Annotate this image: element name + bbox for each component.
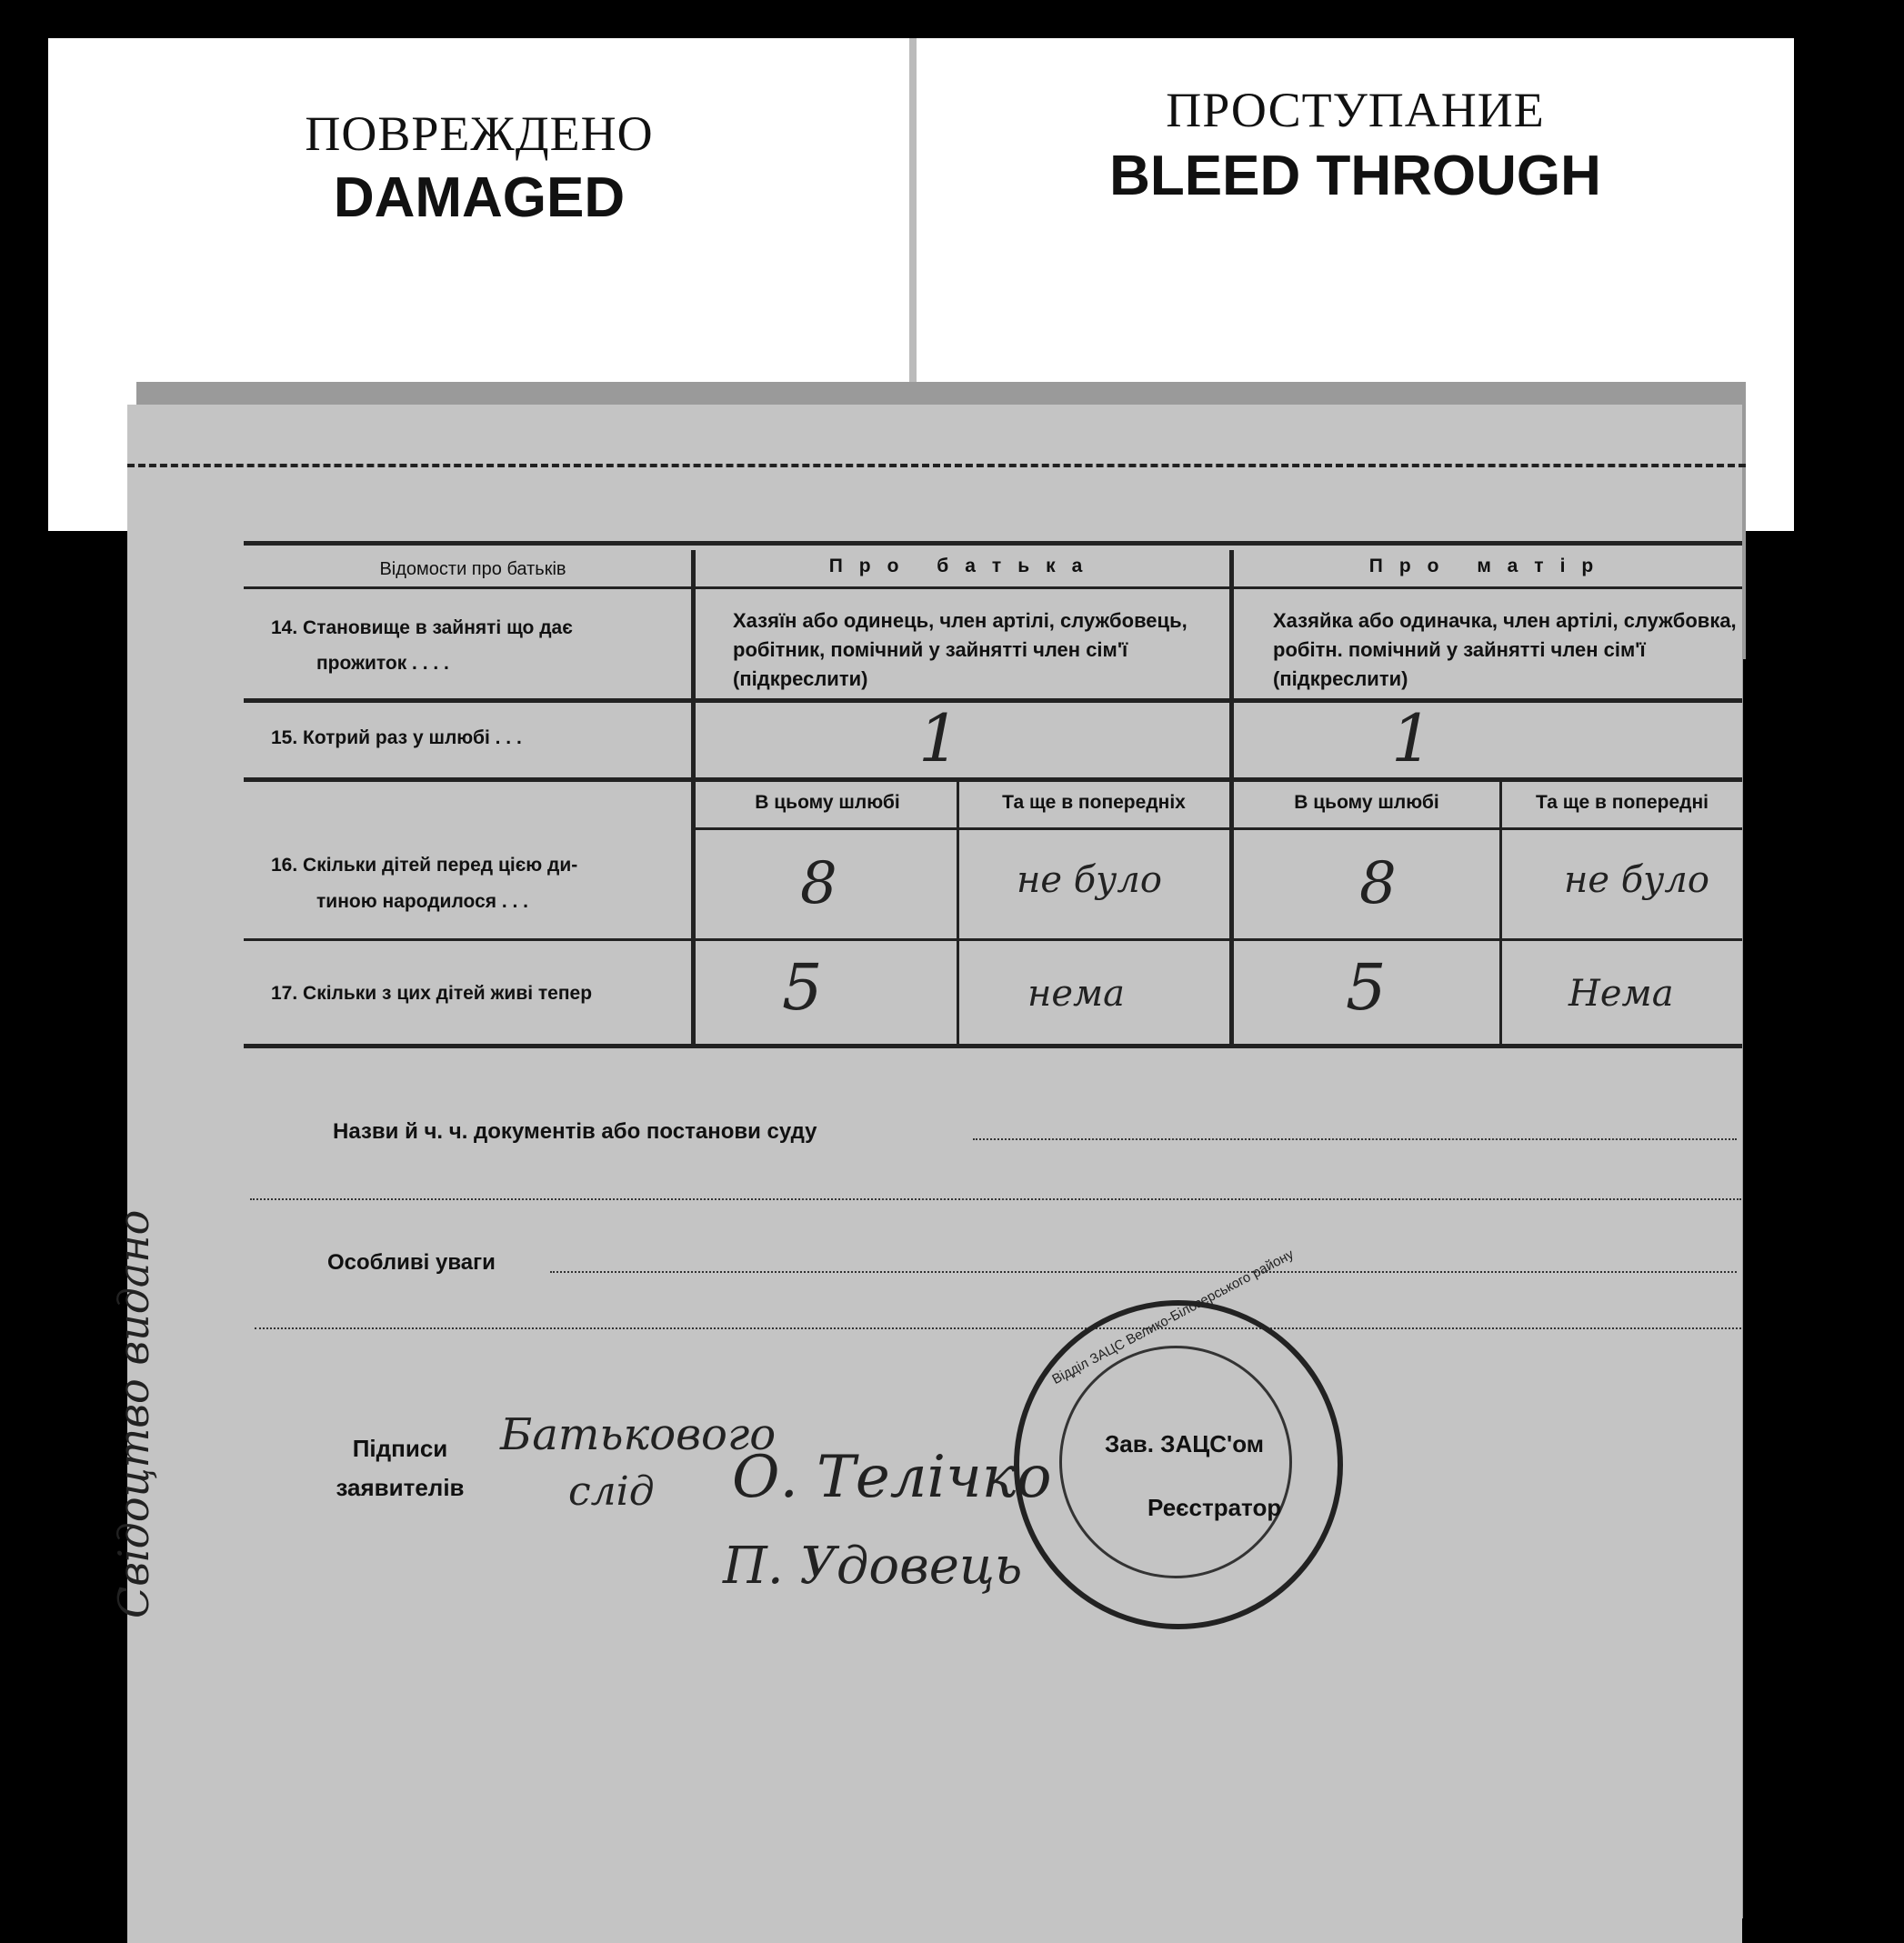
father-header: Про батька	[828, 556, 1099, 576]
documents-dotline-2	[250, 1198, 1741, 1200]
damaged-en-label: DAMAGED	[333, 166, 626, 229]
row15-label: 15. Котрий раз у шлюбі . . .	[271, 727, 522, 748]
row17-mother-this: 5	[1346, 950, 1387, 1025]
col-rule-1	[691, 550, 696, 1046]
official-stamp-inner	[1059, 1346, 1292, 1578]
handwritten-sig-3: О. Телічко	[732, 1444, 1052, 1511]
row14-mother-text: Хазяйка або одиначка, член артілі, службовка, робітн. помічний у зайнятті член сім'ї (підкреслити)	[1273, 609, 1737, 690]
signatures-label-a: Підписи	[352, 1435, 448, 1462]
row16-label-a: 16. Скільки дітей перед цією ди-	[271, 855, 578, 876]
row15-rule	[244, 777, 1742, 782]
row14-label-b: прожиток . . . .	[316, 653, 449, 674]
row16-mother-prev: не було	[1564, 859, 1709, 901]
col-rule-4	[1499, 780, 1502, 1044]
table-top-rule	[244, 541, 1742, 546]
row14-label-a: 14. Становище в зайняті що дає	[271, 617, 573, 638]
registrar-label: Реєстратор	[1147, 1494, 1282, 1521]
header-label: Відомости про батьків	[379, 559, 566, 579]
row15-father-value: 1	[918, 700, 960, 776]
row15-mother-value: 1	[1391, 700, 1433, 776]
remarks-dotline-2	[255, 1327, 1741, 1329]
row17-label: 17. Скільки з цих дітей живі тепер	[271, 983, 593, 1004]
mother-header: Про матір	[1368, 556, 1610, 576]
row16-mother-this: 8	[1359, 850, 1397, 917]
row16-father-prev: не було	[1017, 859, 1162, 901]
perforation-line	[127, 464, 1746, 467]
handwritten-sig-4: П. Удовець	[723, 1537, 1023, 1596]
handwritten-sig-1: Батькового	[500, 1409, 777, 1460]
row17-father-prev: нема	[1027, 973, 1126, 1015]
table-header-rule	[244, 586, 1742, 589]
documents-label: Назви й ч. ч. документів або постанови суду	[333, 1119, 817, 1144]
remarks-dotline	[550, 1271, 1737, 1273]
margin-note: Свідоцтво видано	[109, 1209, 158, 1618]
handwritten-sig-2: слід	[568, 1468, 655, 1515]
col-rule-2	[1229, 550, 1234, 1046]
remarks-label: Особливі уваги	[327, 1250, 496, 1275]
col-rule-3	[957, 780, 959, 1044]
table-bottom-rule	[244, 1044, 1742, 1048]
bleed-en-label: BLEED THROUGH	[1109, 145, 1601, 207]
subheader-rule	[693, 827, 1742, 830]
row16-label-b: тиною народилося . . .	[316, 891, 529, 912]
documents-dotline	[973, 1138, 1737, 1140]
stamp-text: Відділ ЗАЦС Велико-Білозерського району	[1049, 1246, 1297, 1388]
signatures-label-b: заявителів	[336, 1474, 465, 1501]
background-right	[1743, 659, 1904, 1943]
row14-rule	[244, 698, 1742, 703]
bleed-ru-label: ПРОСТУПАНИЕ	[1166, 83, 1545, 137]
sub-this-mother: В цьому шлюбі	[1294, 792, 1439, 813]
card-divider	[909, 38, 917, 384]
sub-prev-mother: Та ще в попередні	[1535, 792, 1709, 813]
row14-father-text: Хазяїн або одинець, член артілі, службовець, робітник, помічний у зайнятті член сім'ї (підкреслити)	[733, 609, 1187, 690]
head-label: Зав. ЗАЦС'ом	[1105, 1430, 1264, 1457]
damaged-ru-label: ПОВРЕЖДЕНО	[305, 106, 654, 161]
row16-rule	[244, 938, 1742, 941]
row17-father-this: 5	[782, 950, 823, 1025]
row16-father-this: 8	[800, 850, 837, 917]
sub-this-father: В цьому шлюбі	[755, 792, 900, 813]
sub-prev-father: Та ще в попередніх	[1002, 792, 1186, 813]
row17-mother-prev: Нема	[1568, 973, 1674, 1015]
